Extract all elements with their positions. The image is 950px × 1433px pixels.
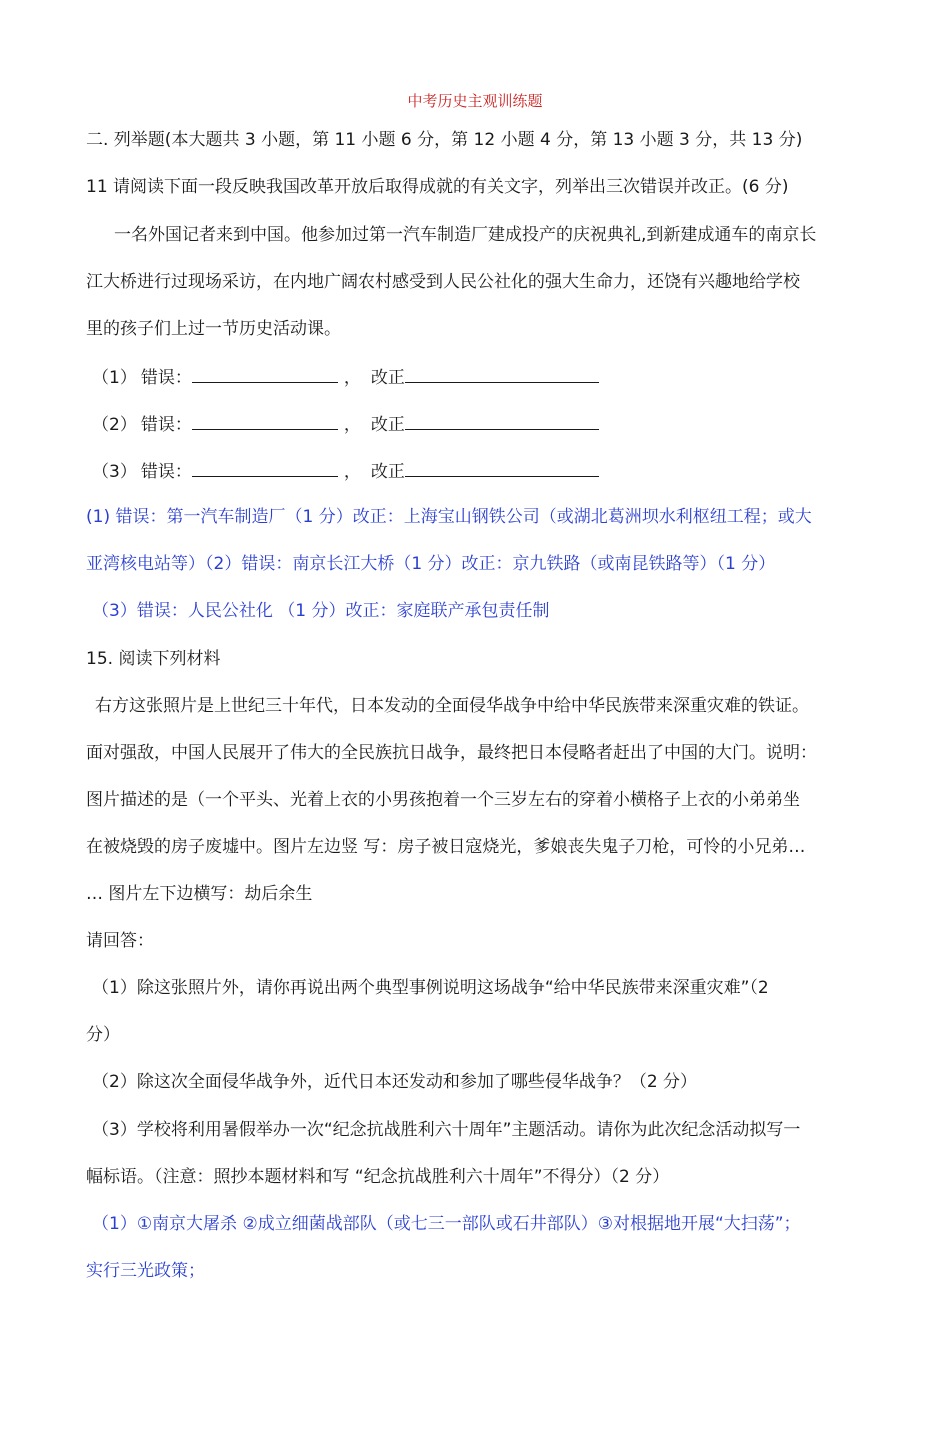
q15-material-line: 右方这张照片是上世纪三十年代，日本发动的全面侵华战争中给中华民族带来深重灾难的铁证。: [95, 696, 809, 716]
separator: ，: [343, 368, 361, 388]
fix-blank[interactable]: [405, 364, 599, 383]
error-blank[interactable]: [192, 411, 338, 430]
blank-number: （1）: [92, 368, 137, 388]
error-label: 错误：: [140, 368, 192, 388]
section-heading: 二. 列举题(本大题共 3 小题，第 11 小题 6 分，第 12 小题 4 分，第 13 小题 3 分，共 13 分): [86, 130, 803, 150]
error-blank[interactable]: [192, 458, 338, 477]
q15-question-line: （1）除这张照片外，请你再说出两个典型事例说明这场战争“给中华民族带来深重灾难”（2: [92, 978, 769, 998]
error-blank[interactable]: [192, 364, 338, 383]
q15-question-line: （2）除这次全面侵华战争外，近代日本还发动和参加了哪些侵华战争？（2 分）: [92, 1072, 698, 1092]
q11-passage-line: 一名外国记者来到中国。他参加过第一汽车制造厂建成投产的庆祝典礼,到新建成通车的南京长: [114, 225, 817, 245]
q15-material-line: 图片描述的是（一个平头、光着上衣的小男孩抱着一个三岁左右的穿着小横格子上衣的小弟弟坐: [86, 790, 800, 810]
fix-label: 改正: [370, 462, 405, 482]
separator: ，: [343, 415, 361, 435]
q11-answer-line: （3）错误：人民公社化 （1 分）改正：家庭联产承包责任制: [92, 601, 550, 621]
q11-blank-row-3: [92, 458, 870, 484]
q15-question-line: （3）学校将利用暑假举办一次“纪念抗战胜利六十周年”主题活动。请你为此次纪念活动拟写一: [92, 1120, 801, 1140]
q11-answer-line: (1) 错误：第一汽车制造厂（1 分）改正：上海宝山钢铁公司（或湖北葛洲坝水利枢纽工程；或大: [86, 507, 812, 527]
page-title: 中考历史主观训练题: [407, 92, 543, 110]
q11-passage-line: 里的孩子们上过一节历史活动课。: [86, 319, 341, 339]
q15-material-line: 面对强敌，中国人民展开了伟大的全民族抗日战争，最终把日本侵略者赶出了中国的大门。说明：: [86, 743, 817, 763]
fix-blank[interactable]: [405, 458, 599, 477]
fix-blank[interactable]: [405, 411, 599, 430]
separator: ，: [343, 462, 361, 482]
q15-material-line: … 图片左下边横写：劫后余生: [86, 884, 313, 904]
q15-question-line: 分）: [86, 1025, 120, 1045]
blank-number: （3）: [92, 462, 137, 482]
q15-material-line: 在被烧毁的房子废墟中。图片左边竖 写：房子被日寇烧光，爹娘丧失鬼子刀枪，可怜的小兄弟…: [86, 837, 806, 857]
q15-question-line: 幅标语。（注意：照抄本题材料和写 “纪念抗战胜利六十周年”不得分）（2 分）: [86, 1167, 670, 1187]
error-label: 错误：: [140, 415, 192, 435]
q11-passage-line: 江大桥进行过现场采访，在内地广阔农村感受到人民公社化的强大生命力，还饶有兴趣地给学校: [86, 272, 800, 292]
q15-answer-line: 实行三光政策；: [86, 1261, 205, 1281]
fix-label: 改正: [370, 368, 405, 388]
q11-blank-row-2: [92, 411, 870, 437]
blank-number: （2）: [92, 415, 137, 435]
q15-ask-label: 请回答：: [86, 931, 154, 951]
q15-answer-line: （1）①南京大屠杀 ②成立细菌战部队（或七三一部队或石井部队）③对根据地开展“大扫荡”；: [92, 1214, 801, 1234]
fix-label: 改正: [370, 415, 405, 435]
question-11-prompt: 11 请阅读下面一段反映我国改革开放后取得成就的有关文字，列举出三次错误并改正。(6 分): [86, 177, 789, 197]
q11-answer-line: 亚湾核电站等）（2）错误：南京长江大桥（1 分）改正：京九铁路（或南昆铁路等）（1 分）: [86, 554, 776, 574]
error-label: 错误：: [140, 462, 192, 482]
q11-blank-row-1: [92, 364, 870, 390]
question-15-heading: 15. 阅读下列材料: [86, 649, 221, 669]
